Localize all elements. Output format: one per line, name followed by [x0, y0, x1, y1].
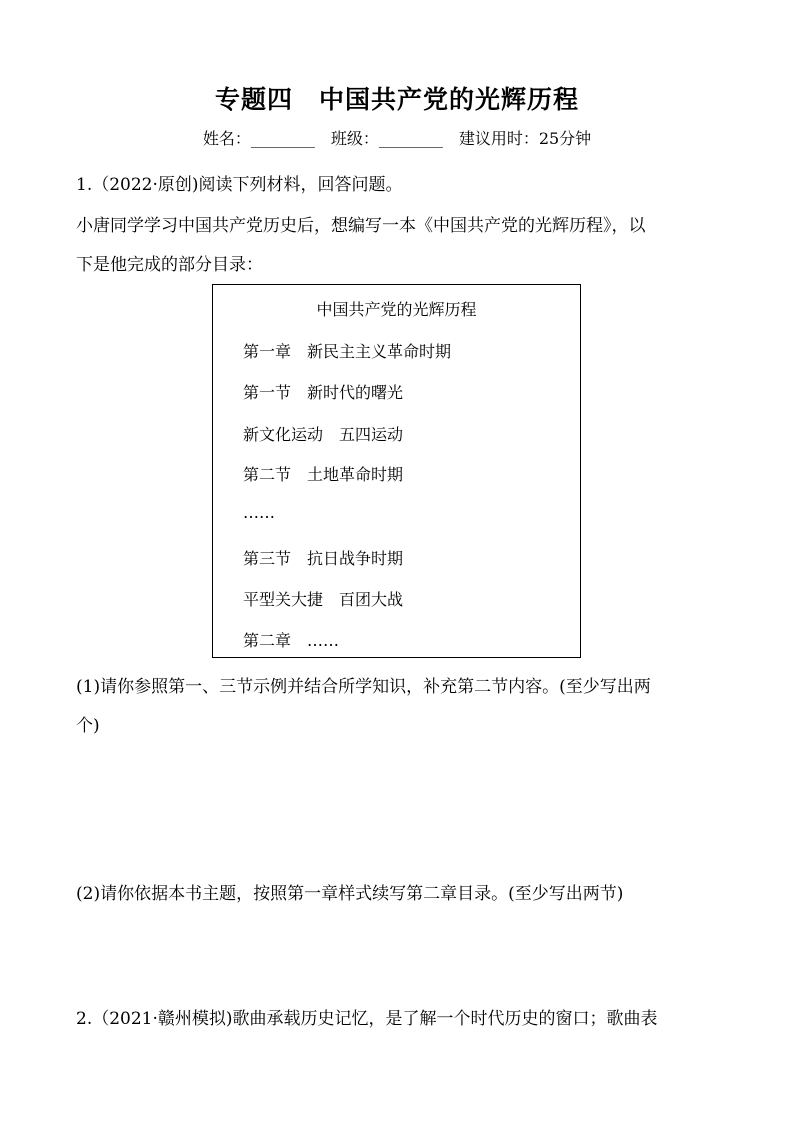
subquestion-1-line-2: 个) — [76, 716, 100, 736]
toc-item: 第一章 新民主主义革命时期 — [243, 342, 452, 361]
toc-item: 平型关大捷 百团大战 — [243, 590, 404, 609]
toc-item: …… — [243, 503, 275, 522]
toc-item: 第二节 土地革命时期 — [243, 465, 404, 484]
question-2-text: 2.（2021·赣州模拟)歌曲承载历史记忆，是了解一个时代历史的窗口；歌曲表 — [76, 1009, 658, 1029]
subquestion-1-line-1: (1)请你参照第一、三节示例并结合所学知识，补充第二节内容。(至少写出两 — [76, 677, 651, 697]
question-1-heading: 1.（2022·原创)阅读下列材料，回答问题。 — [76, 175, 403, 195]
toc-title: 中国共产党的光辉历程 — [316, 300, 477, 319]
page-title: 专题四 中国共产党的光辉历程 — [214, 85, 579, 114]
toc-item: 第三节 抗日战争时期 — [243, 549, 404, 568]
question-1-text-line-2: 下是他完成的部分目录： — [76, 255, 263, 275]
toc-item: 新文化运动 五四运动 — [243, 425, 404, 444]
toc-item: 第二章 …… — [243, 631, 340, 650]
subquestion-2: (2)请你依据本书主题，按照第一章样式续写第二章目录。(至少写出两节) — [76, 884, 624, 904]
table-of-contents-box — [212, 284, 581, 658]
toc-item: 第一节 新时代的曙光 — [243, 383, 404, 402]
student-info-line: 姓名：________ 班级：________ 建议用时：25分钟 — [202, 129, 592, 148]
question-1-text-line-1: 小唐同学学习中国共产党历史后，想编写一本《中国共产党的光辉历程》，以 — [76, 216, 646, 236]
